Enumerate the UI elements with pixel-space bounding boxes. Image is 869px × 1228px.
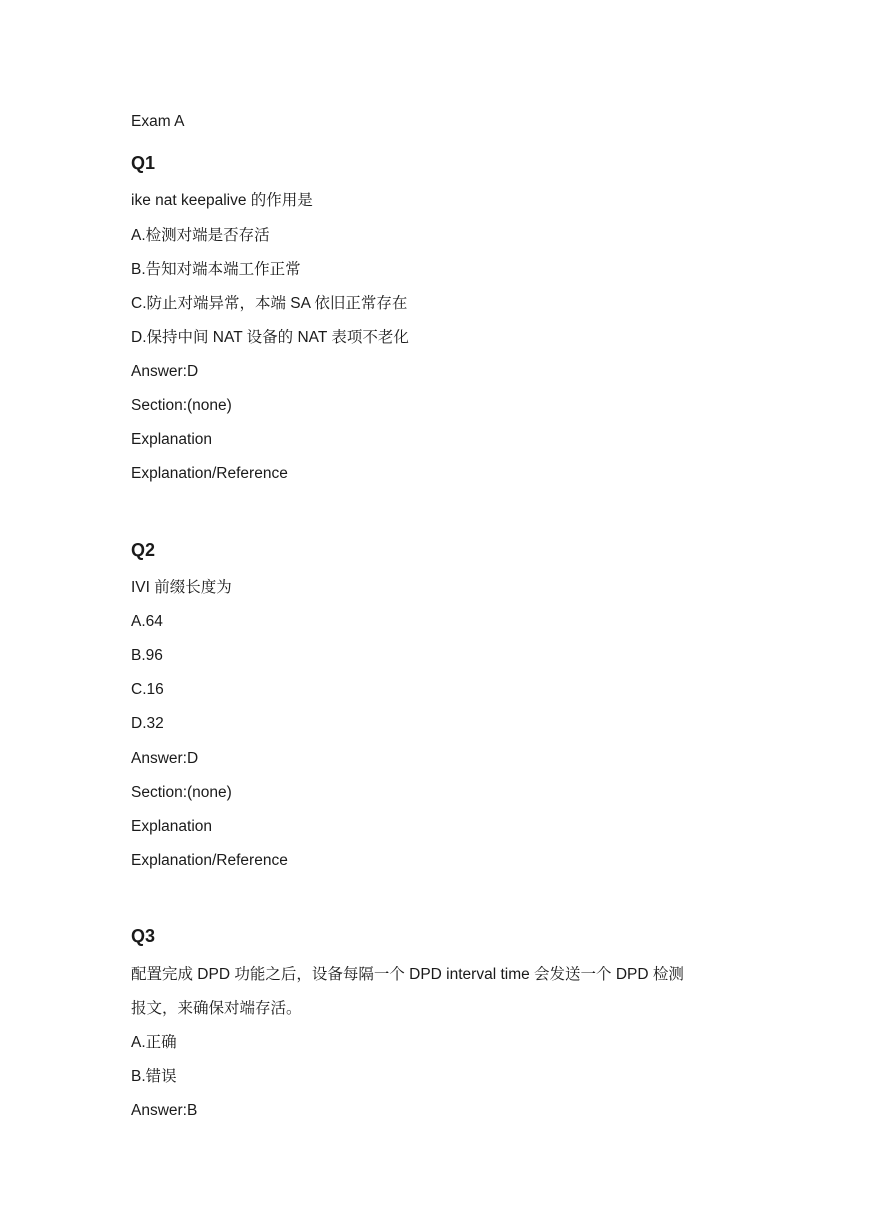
question-2-option-a: A.64 [131,613,163,630]
question-2-section: Section:(none) [131,784,232,801]
question-1-heading: Q1 [131,153,156,173]
question-1-option-c: C.防止对端异常，本端 SA 依旧正常存在 [131,295,408,312]
question-1-answer: Answer:D [131,363,199,380]
question-1-option-d: D.保持中间 NAT 设备的 NAT 表项不老化 [131,329,409,346]
question-1-reference: Explanation/Reference [131,465,288,482]
question-1-section: Section:(none) [131,397,232,414]
question-2-heading: Q2 [131,540,156,560]
exam-title: Exam A [131,113,185,130]
question-2-text: IVI 前缀长度为 [131,579,232,596]
question-1-option-b: B.告知对端本端工作正常 [131,261,301,278]
question-2-answer: Answer:D [131,750,199,767]
question-1-option-a: A.检测对端是否存活 [131,227,270,244]
question-3-answer: Answer:B [131,1102,198,1119]
question-2-reference: Explanation/Reference [131,852,288,869]
question-2-option-c: C.16 [131,681,164,698]
question-3-heading: Q3 [131,926,156,946]
question-1-text: ike nat keepalive 的作用是 [131,192,313,209]
question-2-option-b: B.96 [131,647,163,664]
question-2-option-d: D.32 [131,715,164,732]
question-3-option-b: B.错误 [131,1068,177,1085]
question-3-text-line-2: 报文，来确保对端存活。 [131,1000,302,1017]
question-1-explanation: Explanation [131,431,213,448]
question-3-option-a: A.正确 [131,1034,177,1051]
question-2-explanation: Explanation [131,818,213,835]
question-3-text-line-1: 配置完成 DPD 功能之后，设备每隔一个 DPD interval time 会发送一个 DPD 检测 [131,966,684,983]
